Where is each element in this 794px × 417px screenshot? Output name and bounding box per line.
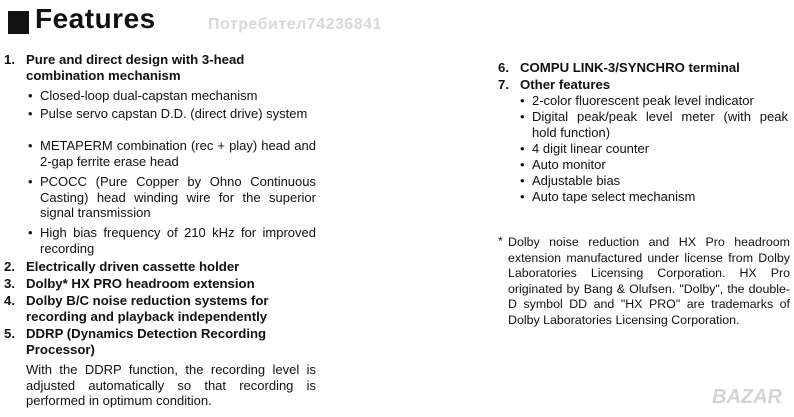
bullet-text: Auto monitor <box>532 157 606 172</box>
bullet-text: Digital peak/peak level meter (with peak hold function) <box>532 109 788 140</box>
footnote <box>498 235 790 329</box>
page-title: Features <box>35 3 156 34</box>
bullet-dot-icon: • <box>520 173 525 188</box>
feature-number: 2. <box>4 259 15 274</box>
bullet-text: High bias frequency of 210 kHz for improved recording <box>40 225 316 256</box>
feature-title: Electrically driven cassette holder <box>26 259 240 274</box>
bullet-item <box>4 174 316 221</box>
feature-6 <box>498 60 790 76</box>
bullet-dot-icon: • <box>28 225 33 240</box>
bullet-text: Closed-loop dual-capstan mechanism <box>40 88 258 103</box>
bullet-item <box>4 138 316 169</box>
feature-number: 4. <box>4 293 15 308</box>
feature-number: 6. <box>498 60 509 75</box>
feature-title: Dolby* HX PRO headroom extension <box>26 276 255 291</box>
feature-number: 5. <box>4 326 15 341</box>
bullet-item <box>496 109 788 140</box>
bullet-item <box>496 189 788 205</box>
bullet-dot-icon: • <box>520 109 525 124</box>
bullet-text: Adjustable bias <box>532 173 621 188</box>
bullet-item <box>496 141 788 157</box>
bullet-item <box>496 173 788 189</box>
feature-1 <box>4 52 316 83</box>
bullet-text: Auto tape select mechanism <box>532 189 696 204</box>
bullet-text: 2-color fluorescent peak level indicator <box>532 93 754 108</box>
title-square-icon <box>8 11 29 34</box>
feature-number: 1. <box>4 52 15 67</box>
bullet-dot-icon: • <box>28 138 33 153</box>
bullet-text: 4 digit linear counter <box>532 141 650 156</box>
bullet-dot-icon: • <box>28 174 33 189</box>
bullet-dot-icon: • <box>28 88 33 103</box>
bullet-item <box>496 93 788 109</box>
feature-title: COMPU LINK-3/SYNCHRO terminal <box>520 60 740 75</box>
feature-title: Other features <box>520 77 611 92</box>
footnote-marker: * <box>498 234 503 248</box>
feature-2 <box>4 259 316 275</box>
feature-7 <box>498 77 790 93</box>
feature-number: 7. <box>498 77 509 92</box>
bullet-text: METAPERM combination (rec + play) head and 2-gap ferrite erase head <box>40 138 316 169</box>
feature-title: Dolby B/C noise reduction systems for recording and playback independently <box>26 293 269 324</box>
bullet-text: Pulse servo capstan D.D. (direct drive) system <box>40 106 308 121</box>
feature-title: DDRP (Dynamics Detection Recording Processor) <box>26 326 267 357</box>
feature-4 <box>4 293 316 324</box>
bullet-dot-icon: • <box>520 141 525 156</box>
brand-logo: BAZAR <box>712 386 782 408</box>
footnote-text: Dolby noise reduction and HX Pro headroom extension manufactured under license from Dolby Laboratories Licensing Corporation. HX Pro originated by Bang & Olufsen. "Dolby", the double-D symbol DD and "HX PRO" are trademarks of Dolby Laboratories Licensing Corporation. <box>508 235 790 327</box>
bullet-item <box>4 106 316 122</box>
bullet-dot-icon: • <box>520 93 525 108</box>
page-header <box>8 2 156 36</box>
bullet-text: PCOCC (Pure Copper by Ohno Continuous Casting) head winding wire for the superior signal transmission <box>40 174 316 221</box>
bullet-dot-icon: • <box>520 189 525 204</box>
bullet-dot-icon: • <box>28 106 33 121</box>
bullet-item <box>4 88 316 104</box>
feature-5-description: With the DDRP function, the recording level is adjusted automatically so that recording is performed in optimum condition. <box>26 362 316 409</box>
feature-title: Pure and direct design with 3-head combination mechanism <box>26 52 245 83</box>
feature-5 <box>4 326 316 357</box>
bullet-item <box>496 157 788 173</box>
bullet-dot-icon: • <box>520 157 525 172</box>
bullet-item <box>4 225 316 256</box>
watermark-text: Потребител74236841 <box>208 16 382 33</box>
feature-number: 3. <box>4 276 15 291</box>
feature-3 <box>4 276 316 292</box>
